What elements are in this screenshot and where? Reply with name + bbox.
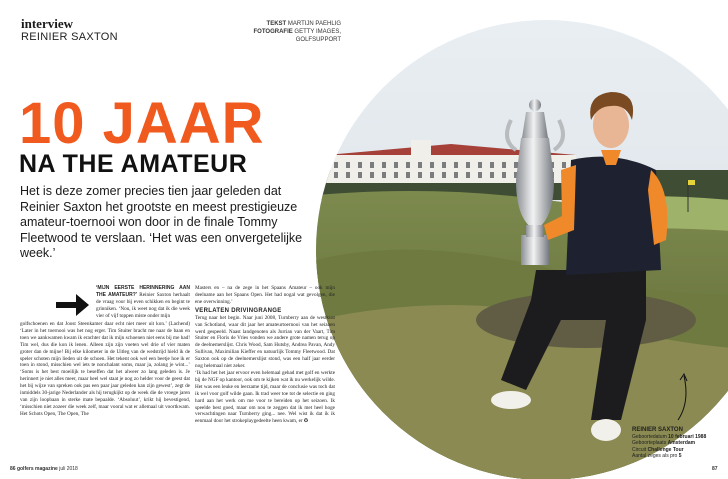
lead-text: Reinier Saxton herhaalt de vraag voor bij even schikken en begint te grinniken. ‘Nou, ik weet nog dat ik die week vier of vijf toppen miste onder mijn — [96, 291, 190, 319]
caption-label: Circuit — [632, 446, 647, 453]
credit-text-label: TEKST — [266, 21, 287, 27]
column-2-text-1: Masters en – na de zege in het Spaans Amateur – ook mijn deelname aan het Spaans Open. Het had nogal wat gevolgen, die ene overwinning.’ — [195, 285, 335, 305]
body-column-2 — [195, 285, 335, 425]
credits — [236, 20, 341, 44]
headline-line1: 10 JAAR — [19, 91, 265, 156]
credit-text-value: MARTIJN PAEHLIG — [287, 21, 341, 27]
section-label: interview — [21, 16, 73, 31]
headline-line2: NA THE AMATEUR — [19, 150, 248, 178]
column-2-subhead: VERLATEN DRIVINGRANGE — [195, 307, 282, 314]
footer-left — [10, 466, 78, 472]
magazine-name: golfers magazine — [16, 466, 58, 472]
caption-pointer-icon — [676, 372, 690, 422]
caption-value: 10 februari 1988 — [668, 433, 707, 440]
body-column-1-lead — [96, 285, 190, 320]
caption-label: Geboortedatum — [632, 433, 667, 440]
column-2-text-2: Terug naar het begin. Naar juni 2008, Turnberry aan de westkust van Schotland, waar dit jaar het amateurtoernooi van het seizoen werd gespeeld. Naast landgenoten als Jurrian van der Vaart, Tim Stuiter en Floris de Vries vonden we andere grote namen terug op de deelnemerslijst. Chris Wood, Sam Hutsby, Andrea Pavan, Andy Sullivan, Maximilian Kieffer en natuurlijk Tommy Fleetwood. Dat Saxton ook op de deelnemerslijst stond, was een half jaar eerder nog helemaal niet zeker. — [195, 314, 335, 370]
photo-caption — [632, 427, 706, 460]
intro-paragraph: Het is deze zomer precies tien jaar geleden dat Reinier Saxton het grootste en meest prestigieuze amateur-toernooi won door in de finale Tommy Fleetwood te verslaan. ‘Het was een onvergetelijke week.’ — [20, 184, 303, 260]
column-1-text: golfschoenen en dat Joost Steenkamer daar echt niet meer uit kon.’ (Lachend) ‘Later in het toernooi was het nog erger. Tim Stuiter bracht me naar de baan en toen we aankwamen kwam ik erachter dat ik mijn schoenen niet eens bij me had! Tim wel, dus die kon ik lenen. Alleen zijn zijn voeten wel drie of vier maten groter dan de mijne! Bij elke kilometer in de Uitleg van de wedstrijd hield ik de speler schoten mijn lieden uit de schoen. Het tekent ook wel een beetje hoe ik er toen in stond, misschien wel iets te nonchalant soms, maar ja, zolang je wint...’ ‘Soms is het best moeilijk te beseffen dat het alweer zo lang geleden is. Je herinnert je niet alles meer, maar heel wel staat je nog zo helder voor de geest dat het bij wijze van spreken ook pas een paar jaar geleden kan zijn gewest’, zegt de inmiddels 30-jarige Nederlander als hij terugkijkt op de week die de vroege jaren van zijn loopbaan in sterke mate bepaalde. ‘Absoluut’, krikt hij bevestigend, ‘misschien niet zozeer die week zelf, maar vooral wat er allemaal uit voortkwam. Het Schots Open, The Open, The — [20, 321, 190, 417]
caption-value: 5 — [678, 453, 682, 459]
lead-quote: ‘MIJN EERSTE HERINNERING AAN THE AMATEUR?’ — [96, 285, 190, 298]
caption-name: REINIER SAXTON — [632, 427, 683, 433]
subject-label: REINIER SAXTON — [21, 31, 118, 43]
page-number-right: 87 — [712, 466, 718, 472]
hero-photo — [316, 20, 728, 479]
body-column-1 — [20, 321, 190, 418]
credit-photo-label: FOTOGRAFIE — [253, 29, 293, 35]
caption-label: Aantal zeges als pro — [632, 453, 678, 459]
issue-date: juli 2018 — [59, 466, 78, 472]
arrow-right-icon — [56, 292, 90, 318]
caption-value: Amsterdam — [667, 440, 696, 446]
column-2-text-3: ‘Ik had het het jaar ervoor even helemaal gehad met golf en werkte bij de NGF op kantoor, ook om te kijken wat ik nu werkelijk wilde. Het was een leuke en leerzame tijd, maar de conclusie was toch dat ik wel voor golf wilde gaan. Ik trad weer toe tot de selectie en ging hard aan het werk om me voor te bereiden op het seizoen. Ik speelde best goed, maar om nou te zeggen dat ik met heel hoge verwachtingen naar Turnberry ging... nee. Wel wist ik dat ik ik eenmaal door het strokeplaygedeelte heen kwam, er ✪ — [195, 369, 335, 425]
caption-value: Challenge Tour — [647, 446, 684, 453]
caption-label: Geboorteplaats — [632, 440, 667, 446]
credit-photo-value: GETTY IMAGES, GOLFSUPPORT — [294, 29, 341, 43]
page-number-left: 86 — [10, 466, 16, 472]
